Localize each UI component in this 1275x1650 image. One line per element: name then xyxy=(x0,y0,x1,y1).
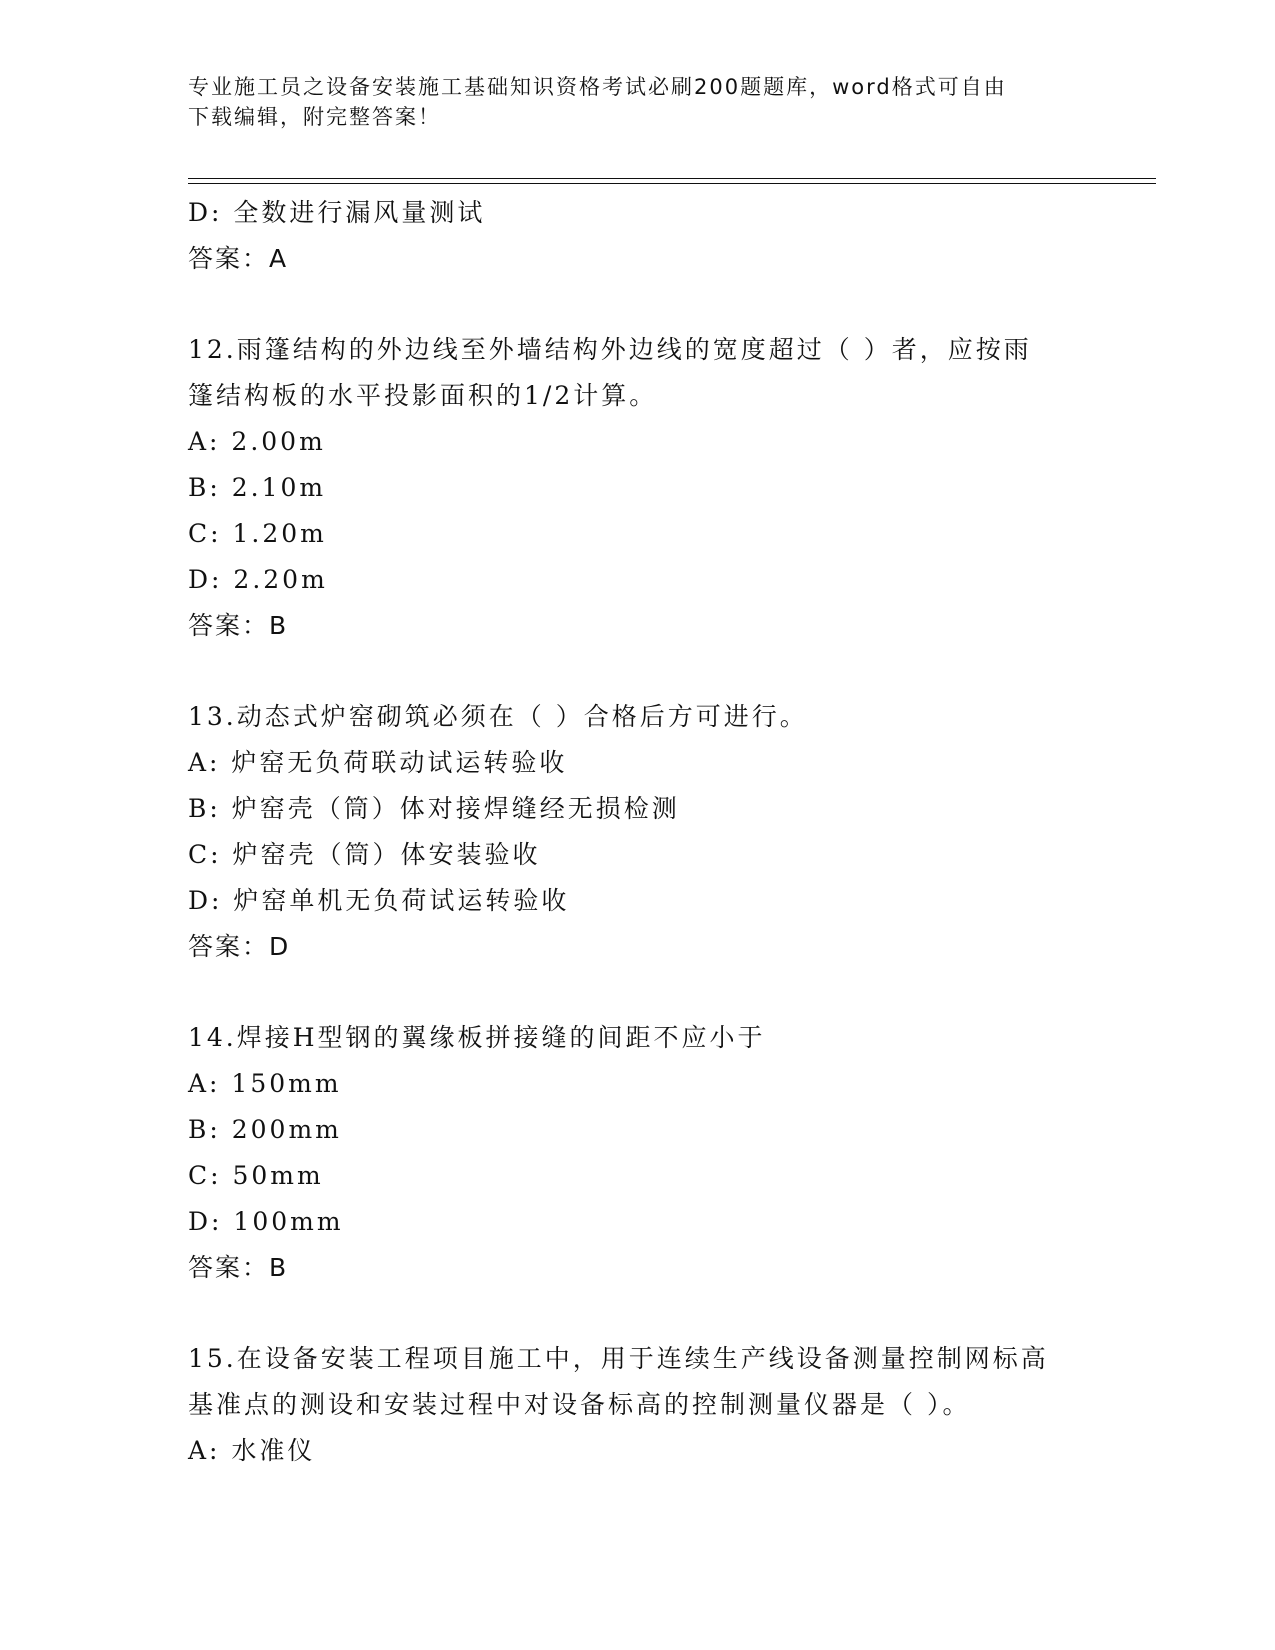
answer: 答案：A xyxy=(188,244,289,273)
option-a: A: 2.00m xyxy=(188,427,326,456)
answer: 答案：B xyxy=(188,1253,289,1282)
question-text: 12.雨篷结构的外边线至外墙结构外边线的宽度超过（ ）者，应按雨 xyxy=(188,335,1032,364)
header-line-2: 下载编辑，附完整答案！ xyxy=(188,105,441,129)
option-b: B: 2.10m xyxy=(188,473,327,502)
question-15 xyxy=(188,1336,1088,1474)
answer: 答案：D xyxy=(188,932,291,961)
option-c: C: 炉窑壳（筒）体安装验收 xyxy=(188,840,541,869)
option-d: D: 炉窑单机无负荷试运转验收 xyxy=(188,886,570,915)
question-14 xyxy=(188,1015,1088,1291)
question-text: 14.焊接H型钢的翼缘板拼接缝的间距不应小于 xyxy=(188,1023,766,1052)
option-c: C: 50mm xyxy=(188,1161,324,1190)
question-text: 13.动态式炉窑砌筑必须在（ ）合格后方可进行。 xyxy=(188,702,808,731)
answer: 答案：B xyxy=(188,611,289,640)
option-d: D: 全数进行漏风量测试 xyxy=(188,198,486,227)
option-a: A: 水准仪 xyxy=(188,1436,316,1465)
header-divider-bottom xyxy=(188,183,1156,184)
document-header xyxy=(188,72,1068,132)
header-line-1: 专业施工员之设备安装施工基础知识资格考试必刷200题题库，word格式可自由 xyxy=(188,75,1007,99)
question-11-tail xyxy=(188,190,1088,282)
option-a: A: 150mm xyxy=(188,1069,342,1098)
question-text: 基准点的测设和安装过程中对设备标高的控制测量仪器是（ ）。 xyxy=(188,1390,971,1419)
question-text: 15.在设备安装工程项目施工中，用于连续生产线设备测量控制网标高 xyxy=(188,1344,1049,1373)
option-b: B: 200mm xyxy=(188,1115,342,1144)
option-b: B: 炉窑壳（筒）体对接焊缝经无损检测 xyxy=(188,794,680,823)
option-c: C: 1.20m xyxy=(188,519,327,548)
question-text: 篷结构板的水平投影面积的1/2计算。 xyxy=(188,381,658,410)
option-d: D: 2.20m xyxy=(188,565,328,594)
question-12 xyxy=(188,327,1088,649)
option-d: D: 100mm xyxy=(188,1207,344,1236)
header-divider-top xyxy=(188,178,1156,179)
option-a: A: 炉窑无负荷联动试运转验收 xyxy=(188,748,568,777)
document-body xyxy=(188,190,1088,1474)
question-13 xyxy=(188,694,1088,970)
